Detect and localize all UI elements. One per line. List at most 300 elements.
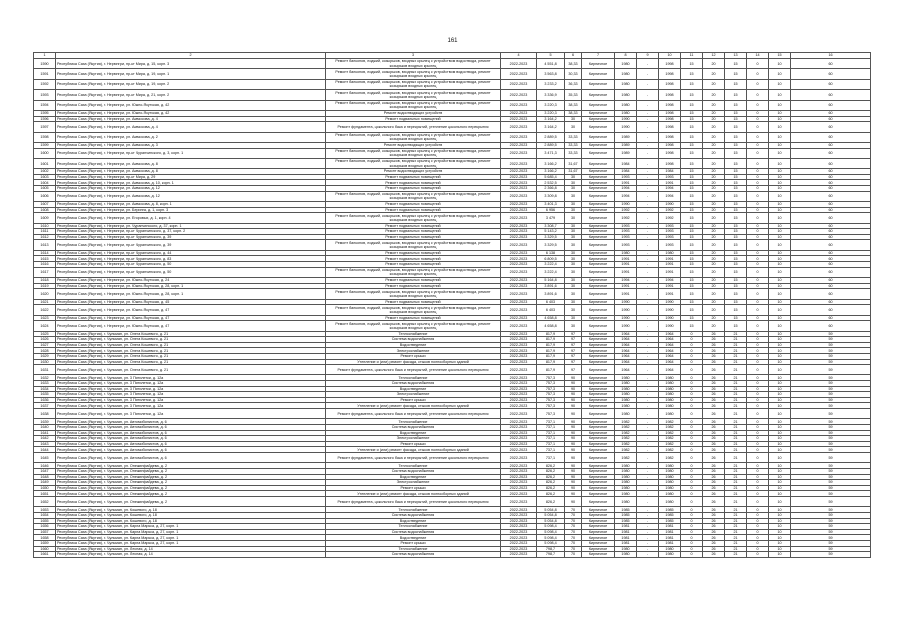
- col11-cell: 15: [681, 256, 703, 262]
- col12-cell: 26: [703, 386, 725, 392]
- col10-cell: 1980: [659, 546, 681, 552]
- col16-cell: 59: [791, 375, 871, 381]
- area-cell: 817,9: [537, 348, 565, 354]
- col13-cell: 21: [725, 403, 747, 409]
- col13-cell: 15: [725, 174, 747, 180]
- material-cell: Кирпичное: [582, 386, 615, 392]
- col12-cell: 26: [703, 441, 725, 447]
- col11-cell: 15: [681, 315, 703, 321]
- address-cell: Республика Саха (Якутия), г. Нерюнгри, пр-кт Чурапчинского, д. 50: [56, 262, 326, 268]
- year-cell: 1964: [615, 342, 637, 348]
- period-cell: 2022-2023: [501, 348, 537, 354]
- year-cell: 1980: [615, 496, 637, 506]
- col15-cell: 10: [769, 359, 791, 365]
- col13-cell: 15: [725, 315, 747, 321]
- work-type-cell: Ремонт фундамента, цокольного бака и перекрытий, утепление цокольного перекрытия: [326, 496, 501, 506]
- wear-cell: 30: [565, 122, 582, 132]
- address-cell: Республика Саха (Якутия), г. Чульман, ул. Олега Кошевого, д. 21: [56, 353, 326, 359]
- work-type-cell: Ремонт балконов, лоджий, козырьков, входных крылец с устройством водоотвода, ремонт козырьков входных крылец: [326, 132, 501, 142]
- col13-cell: 15: [725, 90, 747, 100]
- row-number: 1621: [34, 299, 56, 305]
- col15-cell: 10: [769, 180, 791, 186]
- col13-cell: 15: [725, 250, 747, 256]
- address-cell: Республика Саха (Якутия), г. Чульман, ул. Олега Кошевого, д. 21: [56, 359, 326, 365]
- col15-cell: 10: [769, 331, 791, 337]
- period-cell: 2022-2023: [501, 453, 537, 463]
- wear-cell: 70: [565, 507, 582, 513]
- wear-cell: 97: [565, 353, 582, 359]
- area-cell: 5 164,8: [537, 277, 565, 283]
- address-cell: Республика Саха (Якутия), г. Нерюнгри, ул. Аммосова, д. 12: [56, 191, 326, 201]
- period-cell: 2022-2023: [501, 331, 537, 337]
- row-number: 1619: [34, 283, 56, 289]
- col10-cell: 1980: [659, 397, 681, 403]
- col12-cell: 20: [703, 191, 725, 201]
- wear-cell: 30: [565, 256, 582, 262]
- col14-cell: 0: [747, 512, 769, 518]
- wear-cell: 90: [565, 375, 582, 381]
- col13-cell: 21: [725, 386, 747, 392]
- col16-cell: 59: [791, 403, 871, 409]
- wear-cell: 90: [565, 430, 582, 436]
- material-cell: Кирпичное: [582, 299, 615, 305]
- period-cell: 2022-2023: [501, 207, 537, 213]
- col15-cell: 10: [769, 468, 791, 474]
- address-cell: Республика Саха (Якутия), г. Нерюнгри, ул. Южно-Якутская, д. 28, корп. 1: [56, 289, 326, 299]
- period-cell: 2022-2023: [501, 321, 537, 331]
- address-cell: Республика Саха (Якутия), г. Нерюнгри, ул. Южно-Якутская, д. 47: [56, 315, 326, 321]
- col14-cell: 0: [747, 353, 769, 359]
- column-header: 15: [769, 53, 791, 59]
- col15-cell: 10: [769, 392, 791, 398]
- table-row: [34, 289, 871, 299]
- work-type-cell: Водоотведение: [326, 386, 501, 392]
- year-cell: 1990: [615, 202, 637, 208]
- area-cell: 2 532,5: [537, 180, 565, 186]
- col10-cell: 1994: [659, 277, 681, 283]
- table-row: [34, 132, 871, 142]
- col15-cell: 10: [769, 69, 791, 79]
- col10-cell: 1980: [659, 480, 681, 486]
- area-cell: 817,9: [537, 359, 565, 365]
- col12-cell: 20: [703, 59, 725, 69]
- col12-cell: 20: [703, 116, 725, 122]
- col10-cell: 1998: [659, 148, 681, 158]
- col16-cell: 60: [791, 116, 871, 122]
- table-row: [34, 148, 871, 158]
- col9-cell: -: [637, 69, 659, 79]
- col16-cell: 59: [791, 524, 871, 530]
- wear-cell: 30: [565, 202, 582, 208]
- period-cell: 2022-2023: [501, 299, 537, 305]
- col15-cell: 10: [769, 229, 791, 235]
- material-cell: Кирпичное: [582, 262, 615, 268]
- col15-cell: 10: [769, 540, 791, 546]
- col16-cell: 60: [791, 202, 871, 208]
- col13-cell: 21: [725, 392, 747, 398]
- col16-cell: 60: [791, 100, 871, 110]
- wear-cell: 70: [565, 540, 582, 546]
- period-cell: 2022-2023: [501, 441, 537, 447]
- period-cell: 2022-2023: [501, 463, 537, 469]
- col12-cell: 20: [703, 256, 725, 262]
- work-type-cell: Ремонт подвальных помещений: [326, 234, 501, 240]
- col16-cell: 60: [791, 132, 871, 142]
- year-cell: 1964: [615, 348, 637, 354]
- col12-cell: 20: [703, 289, 725, 299]
- period-cell: 2022-2023: [501, 305, 537, 315]
- material-cell: Кирпичное: [582, 348, 615, 354]
- period-cell: 2022-2023: [501, 447, 537, 453]
- col16-cell: 60: [791, 69, 871, 79]
- area-cell: 3 401,3: [537, 202, 565, 208]
- col13-cell: 15: [725, 69, 747, 79]
- col9-cell: -: [637, 480, 659, 486]
- col10-cell: 1980: [659, 474, 681, 480]
- row-number: 1647: [34, 468, 56, 474]
- col16-cell: 59: [791, 348, 871, 354]
- year-cell: 1993: [615, 174, 637, 180]
- work-type-cell: Электроснабжение: [326, 436, 501, 442]
- col14-cell: 0: [747, 485, 769, 491]
- col13-cell: 15: [725, 207, 747, 213]
- row-number: 1615: [34, 256, 56, 262]
- address-cell: Республика Саха (Якутия), г. Нерюнгри, ул. Аммосова, д. 8: [56, 169, 326, 175]
- area-cell: 3 164,2: [537, 122, 565, 132]
- work-type-cell: Ремонт балконов, лоджий, козырьков, входных крылец с устройством водоотвода, ремонт козырьков входных крылец: [326, 100, 501, 110]
- col11-cell: 0: [681, 468, 703, 474]
- col9-cell: -: [637, 463, 659, 469]
- row-number: 1603: [34, 174, 56, 180]
- wear-cell: 30: [565, 277, 582, 283]
- area-cell: 737,1: [537, 441, 565, 447]
- work-type-cell: Ремонт подвальных помещений: [326, 283, 501, 289]
- material-cell: Кирпичное: [582, 491, 615, 497]
- address-cell: Республика Саха (Якутия), г. Чульман, ул. Карла Маркса, д. 27, корп. 1: [56, 524, 326, 530]
- material-cell: Кирпичное: [582, 546, 615, 552]
- col13-cell: 21: [725, 353, 747, 359]
- material-cell: Кирпичное: [582, 169, 615, 175]
- row-number: 1653: [34, 507, 56, 513]
- year-cell: 1964: [615, 365, 637, 375]
- work-type-cell: Ремонт подвальных помещений: [326, 315, 501, 321]
- area-cell: 5 098,4: [537, 535, 565, 541]
- area-cell: 6 138: [537, 250, 565, 256]
- area-cell: 737,1: [537, 453, 565, 463]
- col9-cell: -: [637, 375, 659, 381]
- col10-cell: 1998: [659, 132, 681, 142]
- row-number: 1599: [34, 142, 56, 148]
- material-cell: Кирпичное: [582, 392, 615, 398]
- col10-cell: 1980: [659, 463, 681, 469]
- year-cell: 1980: [615, 375, 637, 381]
- column-header: 10: [659, 53, 681, 59]
- address-cell: Республика Саха (Якутия), г. Чульман, ул. Олега Кошевого, д. 21: [56, 331, 326, 337]
- col12-cell: 26: [703, 425, 725, 431]
- col15-cell: 10: [769, 491, 791, 497]
- row-number: 1636: [34, 397, 56, 403]
- col12-cell: 20: [703, 148, 725, 158]
- col16-cell: 59: [791, 463, 871, 469]
- area-cell: 817,9: [537, 331, 565, 337]
- col16-cell: 60: [791, 289, 871, 299]
- material-cell: Кирпичное: [582, 447, 615, 453]
- area-cell: 826,2: [537, 480, 565, 486]
- col10-cell: 1993: [659, 229, 681, 235]
- col16-cell: 59: [791, 365, 871, 375]
- col15-cell: 10: [769, 321, 791, 331]
- year-cell: 1980: [615, 468, 637, 474]
- area-cell: 3 222,4: [537, 262, 565, 268]
- wear-cell: 90: [565, 436, 582, 442]
- col12-cell: 26: [703, 337, 725, 343]
- col14-cell: 0: [747, 289, 769, 299]
- col14-cell: 0: [747, 507, 769, 513]
- col10-cell: 1980: [659, 552, 681, 558]
- year-cell: 1993: [615, 240, 637, 250]
- col10-cell: 1984: [659, 169, 681, 175]
- col13-cell: 15: [725, 110, 747, 116]
- area-cell: 6 809,5: [537, 256, 565, 262]
- row-number: 1593: [34, 90, 56, 100]
- material-cell: Кирпичное: [582, 289, 615, 299]
- col15-cell: 10: [769, 267, 791, 277]
- col11-cell: 0: [681, 430, 703, 436]
- table-row: [34, 552, 871, 558]
- address-cell: Республика Саха (Якутия), г. Чульман, ул. Карла Маркса, д. 27, корп. 1: [56, 529, 326, 535]
- col12-cell: 26: [703, 403, 725, 409]
- material-cell: Кирпичное: [582, 116, 615, 122]
- col13-cell: 21: [725, 436, 747, 442]
- col12-cell: 26: [703, 436, 725, 442]
- col11-cell: 0: [681, 524, 703, 530]
- row-number: 1590: [34, 59, 56, 69]
- period-cell: 2022-2023: [501, 283, 537, 289]
- col11-cell: 0: [681, 507, 703, 513]
- col13-cell: 21: [725, 441, 747, 447]
- col11-cell: 15: [681, 229, 703, 235]
- col14-cell: 0: [747, 158, 769, 168]
- col9-cell: -: [637, 436, 659, 442]
- material-cell: Кирпичное: [582, 69, 615, 79]
- col10-cell: 1993: [659, 223, 681, 229]
- year-cell: 1989: [615, 142, 637, 148]
- col14-cell: 0: [747, 234, 769, 240]
- col11-cell: 0: [681, 496, 703, 506]
- period-cell: 2022-2023: [501, 529, 537, 535]
- period-cell: 2022-2023: [501, 512, 537, 518]
- col13-cell: 15: [725, 213, 747, 223]
- wear-cell: 35,33: [565, 90, 582, 100]
- row-number: 1659: [34, 540, 56, 546]
- address-cell: Республика Саха (Якутия), г. Нерюнгри, пр-кт Чурапчинского, д. 50: [56, 267, 326, 277]
- work-type-cell: Водоотведение: [326, 518, 501, 524]
- wear-cell: 90: [565, 441, 582, 447]
- table-row: [34, 240, 871, 250]
- col9-cell: -: [637, 381, 659, 387]
- col9-cell: -: [637, 518, 659, 524]
- work-type-cell: Ремонт подвальных помещений: [326, 262, 501, 268]
- col15-cell: 10: [769, 397, 791, 403]
- col13-cell: 15: [725, 223, 747, 229]
- row-number: 1656: [34, 524, 56, 530]
- col14-cell: 0: [747, 474, 769, 480]
- col15-cell: 10: [769, 365, 791, 375]
- wear-cell: 70: [565, 546, 582, 552]
- col15-cell: 10: [769, 480, 791, 486]
- year-cell: 1992: [615, 207, 637, 213]
- col9-cell: -: [637, 59, 659, 69]
- row-number: 1606: [34, 191, 56, 201]
- year-cell: 1982: [615, 430, 637, 436]
- col10-cell: 1985: [659, 518, 681, 524]
- column-header: 7: [582, 53, 615, 59]
- row-number: 1660: [34, 546, 56, 552]
- year-cell: 1984: [615, 169, 637, 175]
- col10-cell: 1991: [659, 256, 681, 262]
- col12-cell: 26: [703, 392, 725, 398]
- wear-cell: 30: [565, 174, 582, 180]
- row-number: 1637: [34, 403, 56, 409]
- address-cell: Республика Саха (Якутия), г. Чульман, ул. Онежинфайдева, д. 2: [56, 496, 326, 506]
- row-number: 1632: [34, 375, 56, 381]
- row-number: 1658: [34, 535, 56, 541]
- material-cell: Кирпичное: [582, 223, 615, 229]
- col13-cell: 21: [725, 524, 747, 530]
- year-cell: 1991: [615, 289, 637, 299]
- address-cell: Республика Саха (Якутия), г. Нерюнгри, пр-кт Мира, д. 15, корп. 3: [56, 59, 326, 69]
- col14-cell: 0: [747, 375, 769, 381]
- col10-cell: 1964: [659, 331, 681, 337]
- material-cell: Кирпичное: [582, 337, 615, 343]
- address-cell: Республика Саха (Якутия), г. Нерюнгри, ул. Аммосова, д. 2: [56, 132, 326, 142]
- col10-cell: 1980: [659, 485, 681, 491]
- address-cell: Республика Саха (Якутия), г. Нерюнгри, ул. Южно-Якутская, д. 45: [56, 299, 326, 305]
- work-type-cell: Ремонт подвальных помещений: [326, 250, 501, 256]
- material-cell: Кирпичное: [582, 90, 615, 100]
- row-number: 1628: [34, 348, 56, 354]
- work-type-cell: Ремонт водоотводящих устройств: [326, 110, 501, 116]
- row-number: 1616: [34, 262, 56, 268]
- year-cell: 1982: [615, 447, 637, 453]
- col10-cell: 1981: [659, 535, 681, 541]
- area-cell: 798,7: [537, 546, 565, 552]
- col16-cell: 60: [791, 321, 871, 331]
- work-type-cell: Ремонт балконов, лоджий, козырьков, входных крылец с устройством водоотвода, ремонт козырьков входных крылец: [326, 240, 501, 250]
- col15-cell: 10: [769, 174, 791, 180]
- material-cell: Кирпичное: [582, 174, 615, 180]
- col13-cell: 15: [725, 180, 747, 186]
- col12-cell: 20: [703, 158, 725, 168]
- col12-cell: 26: [703, 419, 725, 425]
- column-header: 3: [326, 53, 501, 59]
- area-cell: 3 329,5: [537, 234, 565, 240]
- area-cell: 4 551,8: [537, 59, 565, 69]
- col12-cell: 26: [703, 468, 725, 474]
- area-cell: 757,3: [537, 381, 565, 387]
- material-cell: Кирпичное: [582, 79, 615, 89]
- area-cell: 2 889,5: [537, 142, 565, 148]
- work-type-cell: Ремонт подвальных помещений: [326, 180, 501, 186]
- area-cell: 737,1: [537, 447, 565, 453]
- col14-cell: 0: [747, 392, 769, 398]
- period-cell: 2022-2023: [501, 158, 537, 168]
- col10-cell: 1980: [659, 496, 681, 506]
- col13-cell: 21: [725, 546, 747, 552]
- wear-cell: 30: [565, 191, 582, 201]
- col16-cell: 59: [791, 386, 871, 392]
- row-number: 1592: [34, 79, 56, 89]
- table-row: [34, 158, 871, 168]
- material-cell: Кирпичное: [582, 507, 615, 513]
- col13-cell: 21: [725, 529, 747, 535]
- col14-cell: 0: [747, 365, 769, 375]
- period-cell: 2022-2023: [501, 169, 537, 175]
- col14-cell: 0: [747, 397, 769, 403]
- year-cell: 1981: [615, 535, 637, 541]
- col9-cell: -: [637, 256, 659, 262]
- col16-cell: 60: [791, 267, 871, 277]
- col10-cell: 1964: [659, 353, 681, 359]
- column-header: 9: [637, 53, 659, 59]
- col16-cell: 59: [791, 535, 871, 541]
- col14-cell: 0: [747, 518, 769, 524]
- year-cell: 1980: [615, 474, 637, 480]
- address-cell: Республика Саха (Якутия), г. Нерюнгри, ул. Аммосова, д. 12: [56, 186, 326, 192]
- col10-cell: 1998: [659, 110, 681, 116]
- col14-cell: 0: [747, 491, 769, 497]
- col10-cell: 1993: [659, 240, 681, 250]
- col12-cell: 26: [703, 518, 725, 524]
- year-cell: 1980: [615, 491, 637, 497]
- col14-cell: 0: [747, 337, 769, 343]
- col13-cell: 21: [725, 337, 747, 343]
- year-cell: 1980: [615, 546, 637, 552]
- work-type-cell: Ремонт крыши: [326, 441, 501, 447]
- col14-cell: 0: [747, 419, 769, 425]
- wear-cell: 30: [565, 116, 582, 122]
- col15-cell: 10: [769, 223, 791, 229]
- wear-cell: 97: [565, 359, 582, 365]
- work-type-cell: Ремонт балконов, лоджий, козырьков, входных крылец с устройством водоотвода, ремонт козырьков входных крылец: [326, 59, 501, 69]
- col11-cell: 0: [681, 348, 703, 354]
- work-type-cell: Теплоснабжение: [326, 331, 501, 337]
- wear-cell: 70: [565, 524, 582, 530]
- period-cell: 2022-2023: [501, 436, 537, 442]
- wear-cell: 33,33: [565, 132, 582, 142]
- col13-cell: 15: [725, 116, 747, 122]
- col16-cell: 59: [791, 331, 871, 337]
- column-header: 8: [615, 53, 637, 59]
- wear-cell: 30: [565, 207, 582, 213]
- wear-cell: 90: [565, 397, 582, 403]
- table-row: [34, 213, 871, 223]
- period-cell: 2022-2023: [501, 397, 537, 403]
- col11-cell: 0: [681, 386, 703, 392]
- col14-cell: 0: [747, 256, 769, 262]
- col16-cell: 60: [791, 158, 871, 168]
- col15-cell: 10: [769, 191, 791, 201]
- col16-cell: 59: [791, 491, 871, 497]
- row-number: 1645: [34, 453, 56, 463]
- period-cell: 2022-2023: [501, 403, 537, 409]
- col9-cell: -: [637, 425, 659, 431]
- col13-cell: 15: [725, 283, 747, 289]
- col11-cell: 0: [681, 419, 703, 425]
- col9-cell: -: [637, 277, 659, 283]
- col10-cell: 1980: [659, 403, 681, 409]
- col11-cell: 15: [681, 202, 703, 208]
